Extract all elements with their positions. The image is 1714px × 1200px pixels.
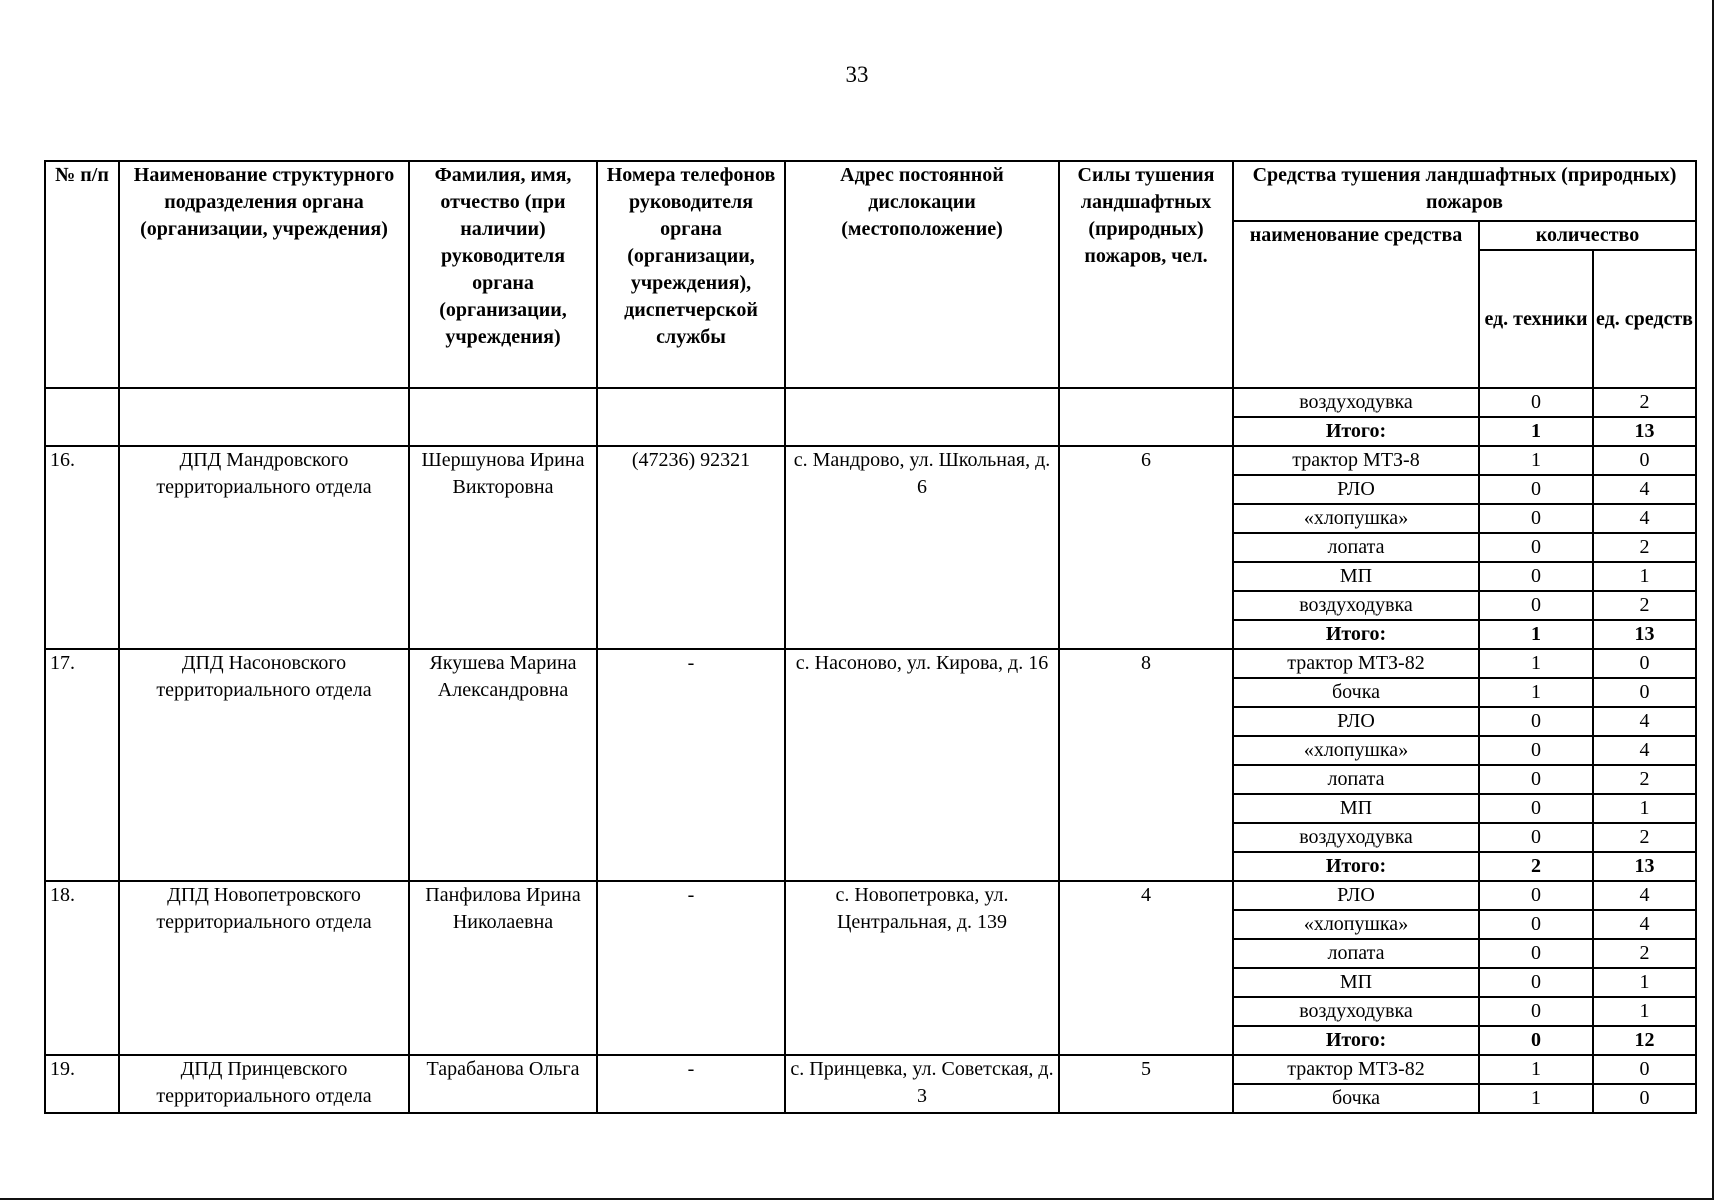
tech-count-cell: 1 <box>1479 1055 1593 1084</box>
header-name: Наименование структурного подразделения органа (организации, учреждения) <box>119 161 409 388</box>
means-count-cell: 0 <box>1593 1084 1696 1113</box>
continuation-num-cell <box>45 388 119 446</box>
table-row <box>45 1055 1696 1084</box>
table-row <box>45 881 1696 910</box>
tech-count-cell: 0 <box>1479 562 1593 591</box>
page-number: 33 <box>845 62 869 87</box>
means-name-cell: воздуходувка <box>1233 997 1479 1026</box>
continuation-phone-cell <box>597 388 785 446</box>
header-units-means: ед. средств <box>1593 250 1696 388</box>
means-count-cell: 1 <box>1593 562 1696 591</box>
means-count-cell: 4 <box>1593 881 1696 910</box>
tech-count-cell: 0 <box>1479 765 1593 794</box>
means-count-cell: 2 <box>1593 765 1696 794</box>
means-name-cell: воздуходувка <box>1233 591 1479 620</box>
header-quantity: количество <box>1479 221 1696 250</box>
means-count-cell: 4 <box>1593 910 1696 939</box>
means-name-cell: Итого: <box>1233 1026 1479 1055</box>
means-name-cell: МП <box>1233 794 1479 823</box>
table-header <box>45 161 1696 388</box>
continuation-forces-cell <box>1059 388 1233 446</box>
tech-count-cell: 0 <box>1479 910 1593 939</box>
tech-count-cell: 0 <box>1479 475 1593 504</box>
tech-count-cell: 0 <box>1479 939 1593 968</box>
header-units-tech: ед. техники <box>1479 250 1593 388</box>
head-fio-cell: Панфилова Ирина Николаевна <box>409 881 597 1055</box>
means-name-cell: МП <box>1233 968 1479 997</box>
forces-cell: 4 <box>1059 881 1233 1055</box>
means-count-cell: 2 <box>1593 591 1696 620</box>
header-fio: Фамилия, имя, отчество (при наличии) руководителя органа (организации, учреждения) <box>409 161 597 388</box>
means-name-cell: лопата <box>1233 765 1479 794</box>
means-name-cell: бочка <box>1233 678 1479 707</box>
header-means-group: Средства тушения ландшафтных (природных) пожаров <box>1233 161 1696 221</box>
header-num: № п/п <box>45 161 119 388</box>
tech-count-cell: 1 <box>1479 1084 1593 1113</box>
means-name-cell: воздуходувка <box>1233 823 1479 852</box>
means-count-cell: 13 <box>1593 620 1696 649</box>
tech-count-cell: 1 <box>1479 446 1593 475</box>
tech-count-cell: 1 <box>1479 620 1593 649</box>
means-name-cell: Итого: <box>1233 620 1479 649</box>
address-cell: с. Принцевка, ул. Советская, д. 3 <box>785 1055 1059 1113</box>
tech-count-cell: 0 <box>1479 1026 1593 1055</box>
tech-count-cell: 0 <box>1479 591 1593 620</box>
head-fio-cell: Якушева Марина Александровна <box>409 649 597 881</box>
means-name-cell: трактор МТЗ-8 <box>1233 446 1479 475</box>
means-count-cell: 1 <box>1593 794 1696 823</box>
means-count-cell: 12 <box>1593 1026 1696 1055</box>
means-name-cell: РЛО <box>1233 475 1479 504</box>
continuation-address-cell <box>785 388 1059 446</box>
tech-count-cell: 0 <box>1479 533 1593 562</box>
head-fio-cell: Тарабанова Ольга <box>409 1055 597 1113</box>
means-count-cell: 4 <box>1593 504 1696 533</box>
means-count-cell: 13 <box>1593 417 1696 446</box>
means-name-cell: лопата <box>1233 533 1479 562</box>
forces-cell: 8 <box>1059 649 1233 881</box>
head-fio-cell: Шершунова Ирина Викторовна <box>409 446 597 649</box>
means-count-cell: 2 <box>1593 939 1696 968</box>
means-count-cell: 2 <box>1593 388 1696 417</box>
unit-name-cell: ДПД Новопетровского территориального отдела <box>119 881 409 1055</box>
header-address: Адрес постоянной дислокации (местоположение) <box>785 161 1059 388</box>
means-count-cell: 2 <box>1593 533 1696 562</box>
means-name-cell: «хлопушка» <box>1233 910 1479 939</box>
continuation-name-cell <box>119 388 409 446</box>
header-means-name: наименование средства <box>1233 221 1479 388</box>
unit-name-cell: ДПД Принцевского территориального отдела <box>119 1055 409 1113</box>
forces-cell: 6 <box>1059 446 1233 649</box>
forces-cell: 5 <box>1059 1055 1233 1113</box>
means-name-cell: воздуходувка <box>1233 388 1479 417</box>
row-num-cell: 17. <box>45 649 119 881</box>
tech-count-cell: 0 <box>1479 881 1593 910</box>
table-body <box>45 388 1696 1113</box>
means-name-cell: лопата <box>1233 939 1479 968</box>
means-name-cell: Итого: <box>1233 417 1479 446</box>
means-count-cell: 13 <box>1593 852 1696 881</box>
unit-name-cell: ДПД Насоновского территориального отдела <box>119 649 409 881</box>
header-phone: Номера телефонов руководителя органа (организации, учреждения), диспетчерской службы <box>597 161 785 388</box>
means-name-cell: МП <box>1233 562 1479 591</box>
tech-count-cell: 0 <box>1479 388 1593 417</box>
tech-count-cell: 0 <box>1479 997 1593 1026</box>
phone-cell: - <box>597 649 785 881</box>
means-name-cell: Итого: <box>1233 852 1479 881</box>
tech-count-cell: 1 <box>1479 417 1593 446</box>
means-name-cell: «хлопушка» <box>1233 504 1479 533</box>
tech-count-cell: 0 <box>1479 707 1593 736</box>
table-row <box>45 388 1696 417</box>
address-cell: с. Насоново, ул. Кирова, д. 16 <box>785 649 1059 881</box>
row-num-cell: 19. <box>45 1055 119 1113</box>
means-count-cell: 1 <box>1593 997 1696 1026</box>
means-name-cell: РЛО <box>1233 707 1479 736</box>
table-row <box>45 446 1696 475</box>
tech-count-cell: 0 <box>1479 794 1593 823</box>
row-num-cell: 16. <box>45 446 119 649</box>
means-count-cell: 0 <box>1593 678 1696 707</box>
tech-count-cell: 0 <box>1479 823 1593 852</box>
means-count-cell: 4 <box>1593 707 1696 736</box>
tech-count-cell: 0 <box>1479 504 1593 533</box>
means-count-cell: 4 <box>1593 736 1696 765</box>
phone-cell: (47236) 92321 <box>597 446 785 649</box>
table-row <box>45 649 1696 678</box>
row-num-cell: 18. <box>45 881 119 1055</box>
tech-count-cell: 1 <box>1479 678 1593 707</box>
means-count-cell: 0 <box>1593 1055 1696 1084</box>
tech-count-cell: 0 <box>1479 968 1593 997</box>
means-count-cell: 0 <box>1593 446 1696 475</box>
means-name-cell: РЛО <box>1233 881 1479 910</box>
means-count-cell: 2 <box>1593 823 1696 852</box>
tech-count-cell: 0 <box>1479 736 1593 765</box>
tech-count-cell: 2 <box>1479 852 1593 881</box>
address-cell: с. Мандрово, ул. Школьная, д. 6 <box>785 446 1059 649</box>
phone-cell: - <box>597 881 785 1055</box>
phone-cell: - <box>597 1055 785 1113</box>
continuation-fio-cell <box>409 388 597 446</box>
means-name-cell: трактор МТЗ-82 <box>1233 649 1479 678</box>
means-name-cell: трактор МТЗ-82 <box>1233 1055 1479 1084</box>
header-forces: Силы тушения ландшафтных (природных) пожаров, чел. <box>1059 161 1233 388</box>
means-count-cell: 1 <box>1593 968 1696 997</box>
means-name-cell: «хлопушка» <box>1233 736 1479 765</box>
means-name-cell: бочка <box>1233 1084 1479 1113</box>
unit-name-cell: ДПД Мандровского территориального отдела <box>119 446 409 649</box>
means-count-cell: 0 <box>1593 649 1696 678</box>
tech-count-cell: 1 <box>1479 649 1593 678</box>
fire-means-table <box>44 160 1697 1114</box>
address-cell: с. Новопетровка, ул. Центральная, д. 139 <box>785 881 1059 1055</box>
means-count-cell: 4 <box>1593 475 1696 504</box>
